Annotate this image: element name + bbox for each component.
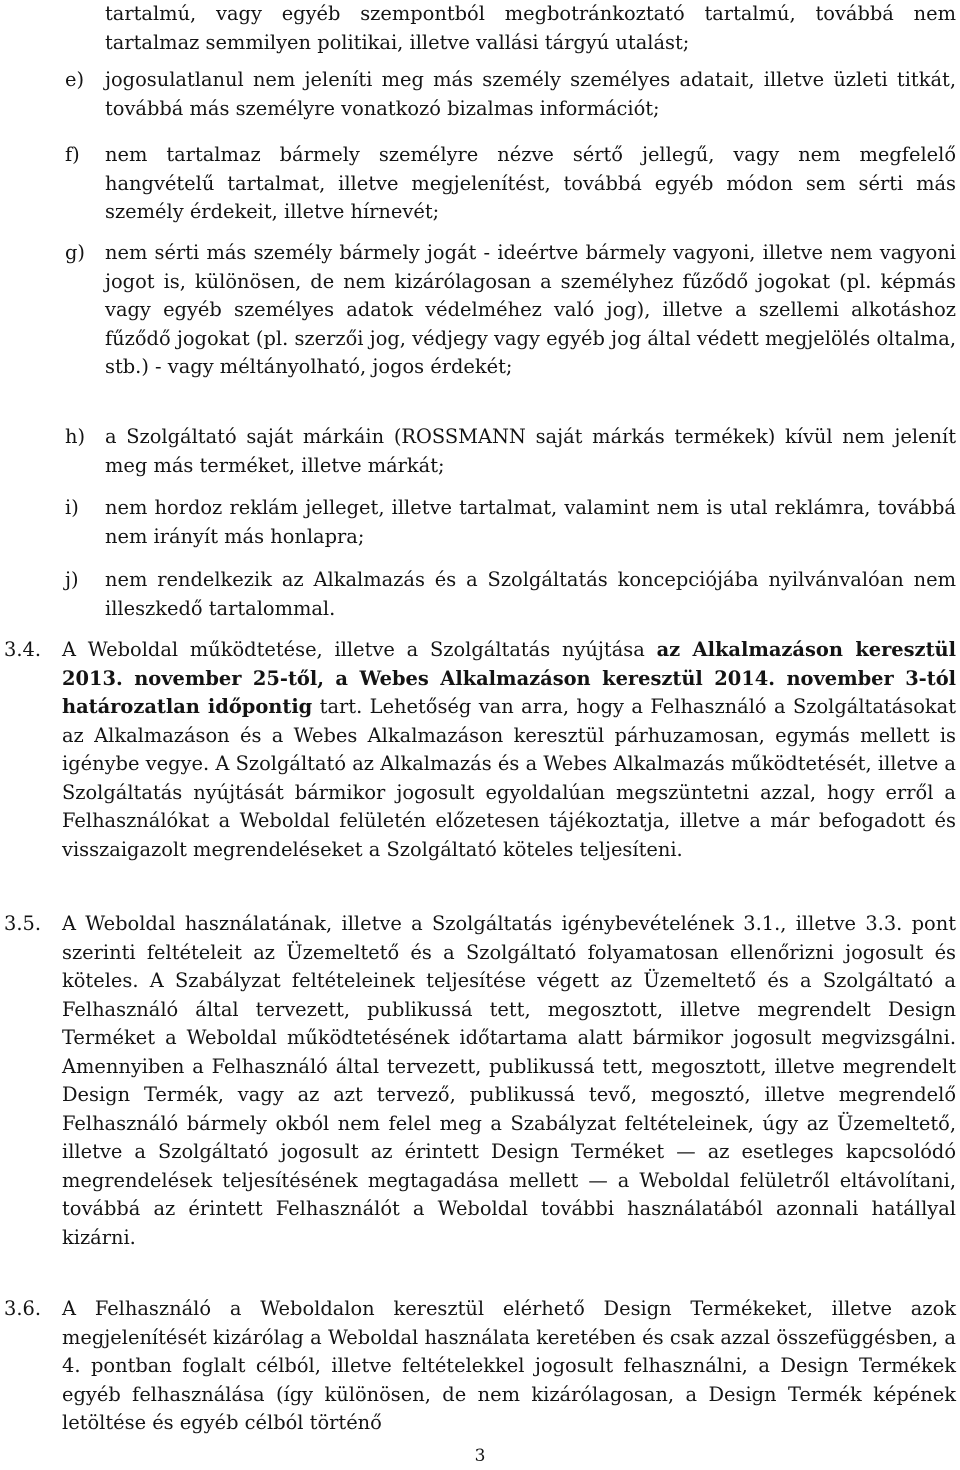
- section-bold-date-range: az Alkalmazáson keresztül 2013. november 25-től, a Webes Alkalmazáson keresztül 2014. november 3-tól határozatlan időpontig: [62, 638, 956, 718]
- list-item-label: h): [65, 425, 86, 448]
- list-item-g: [0, 239, 960, 382]
- section-number: 3.4.: [4, 638, 42, 661]
- page-number: 3: [474, 1446, 486, 1466]
- list-item-text: a Szolgáltató saját márkáin (ROSSMANN saját márkás termékek) kívül nem jelenít meg más terméket, illetve márkát;: [105, 425, 956, 477]
- list-item-text: nem hordoz reklám jelleget, illetve tartalmat, valamint nem is utal reklámra, továbbá nem irányít más honlapra;: [105, 496, 956, 548]
- section-text: [62, 636, 956, 864]
- section-3-6: [0, 1295, 960, 1438]
- list-item-label: f): [65, 143, 80, 166]
- section-text-after-bold: tart. Lehetőség van arra, hogy a Felhasználó a Szolgáltatásokat az Alkalmazáson és a Webes Alkalmazáson keresztül párhuzamosan, egymás mellett is igénybe vegye. A Szolgáltató az Alkalmazás és a Webes Alkalmazás működtetését, illetve a Szolgáltatás nyújtását bármikor jogosult egyoldalúan megszüntetni azzal, hogy erről a Felhasználókat a Weboldal felületén előzetesen tájékoztatja, illetve a már befogadott és visszaigazolt megrendeléseket a Szolgáltató köteles teljesíteni.: [62, 695, 956, 861]
- list-item-label: g): [65, 241, 85, 264]
- section-3-4: [0, 636, 960, 864]
- list-item-label: e): [65, 68, 85, 91]
- section-text: A Felhasználó a Weboldalon keresztül elérhető Design Termékeket, illetve azok megjelenítését kizárólag a Weboldal használata keretében és csak azzal összefüggésben, a 4. pontban foglalt célból, illetve feltételekkel jogosult felhasználni, a Design Termékek egyéb felhasználása (így különösen, de nem kizárólagosan, a Design Termék képének letöltése és egyéb célból történő: [62, 1297, 956, 1434]
- section-number: 3.5.: [4, 912, 42, 935]
- list-item-j: [0, 566, 960, 623]
- intro-text: tartalmú, vagy egyéb szempontból megbotránkoztató tartalmú, továbbá nem tartalmaz semmilyen politikai, illetve vallási tárgyú utalást;: [105, 2, 956, 54]
- list-item-text: nem sérti más személy bármely jogát - ideértve bármely vagyoni, illetve nem vagyoni jogot is, különösen, de nem kizárólagosan a személyhez fűződő jogokat (pl. képmás vagy egyéb személyes adatok védelméhez való jog), illetve a szellemi alkotáshoz fűződő jogokat (pl. szerzői jog, védjegy vagy egyéb jog által védett megjelölés oltalma, stb.) - vagy méltányolható, jogos érdekét;: [105, 241, 956, 378]
- section-number: 3.6.: [4, 1297, 42, 1320]
- list-item-e: [0, 66, 960, 123]
- list-item-text: nem rendelkezik az Alkalmazás és a Szolgáltatás koncepciójába nyilvánvalóan nem illeszkedő tartalommal.: [105, 568, 956, 620]
- list-item-i: [0, 494, 960, 551]
- list-item-text: nem tartalmaz bármely személyre nézve sértő jellegű, vagy nem megfelelő hangvételű tartalmat, illetve megjelenítést, továbbá egyéb módon sem sérti más személy érdekeit, illetve hírnevét;: [105, 143, 956, 223]
- intro-paragraph: [0, 0, 960, 57]
- section-3-5: [0, 910, 960, 1252]
- section-text-before-bold: A Weboldal működtetése, illetve a Szolgáltatás nyújtása: [62, 638, 657, 661]
- section-text: A Weboldal használatának, illetve a Szolgáltatás igénybevételének 3.1., illetve 3.3. pont szerinti feltételeit az Üzemeltető és a Szolgáltató folyamatosan ellenőrizni jogosult és köteles. A Szabályzat feltételeinek teljesítése végett az Üzemeltető és a Szolgáltató a Felhasználó által tervezett, publikussá tett, megosztott, illetve megrendelt Design Terméket a Weboldal működtetésének időtartama alatt bármikor jogosult megvizsgálni. Amennyiben a Felhasználó által tervezett, publikussá tett, megosztott, illetve megrendelt Design Termék, vagy az azt tervező, publikussá tevő, megosztó, illetve megrendelő Felhasználó bármely okból nem felel meg a Szabályzat feltételeinek, úgy az Üzemeltető, illetve a Szolgáltató jogosult az érintett Design Terméket — az esetleges kapcsolódó megrendelések teljesítésének megtagadása mellett — a Weboldal felületről eltávolítani, továbbá az érintett Felhasználót a Weboldal további használatából azonnali hatállyal kizárni.: [62, 912, 956, 1249]
- list-item-f: [0, 141, 960, 227]
- list-item-label: j): [65, 568, 79, 591]
- list-item-label: i): [65, 496, 79, 519]
- list-item-h: [0, 423, 960, 480]
- list-item-text: jogosulatlanul nem jeleníti meg más személy személyes adatait, illetve üzleti titkát, továbbá más személyre vonatkozó bizalmas információt;: [105, 68, 956, 120]
